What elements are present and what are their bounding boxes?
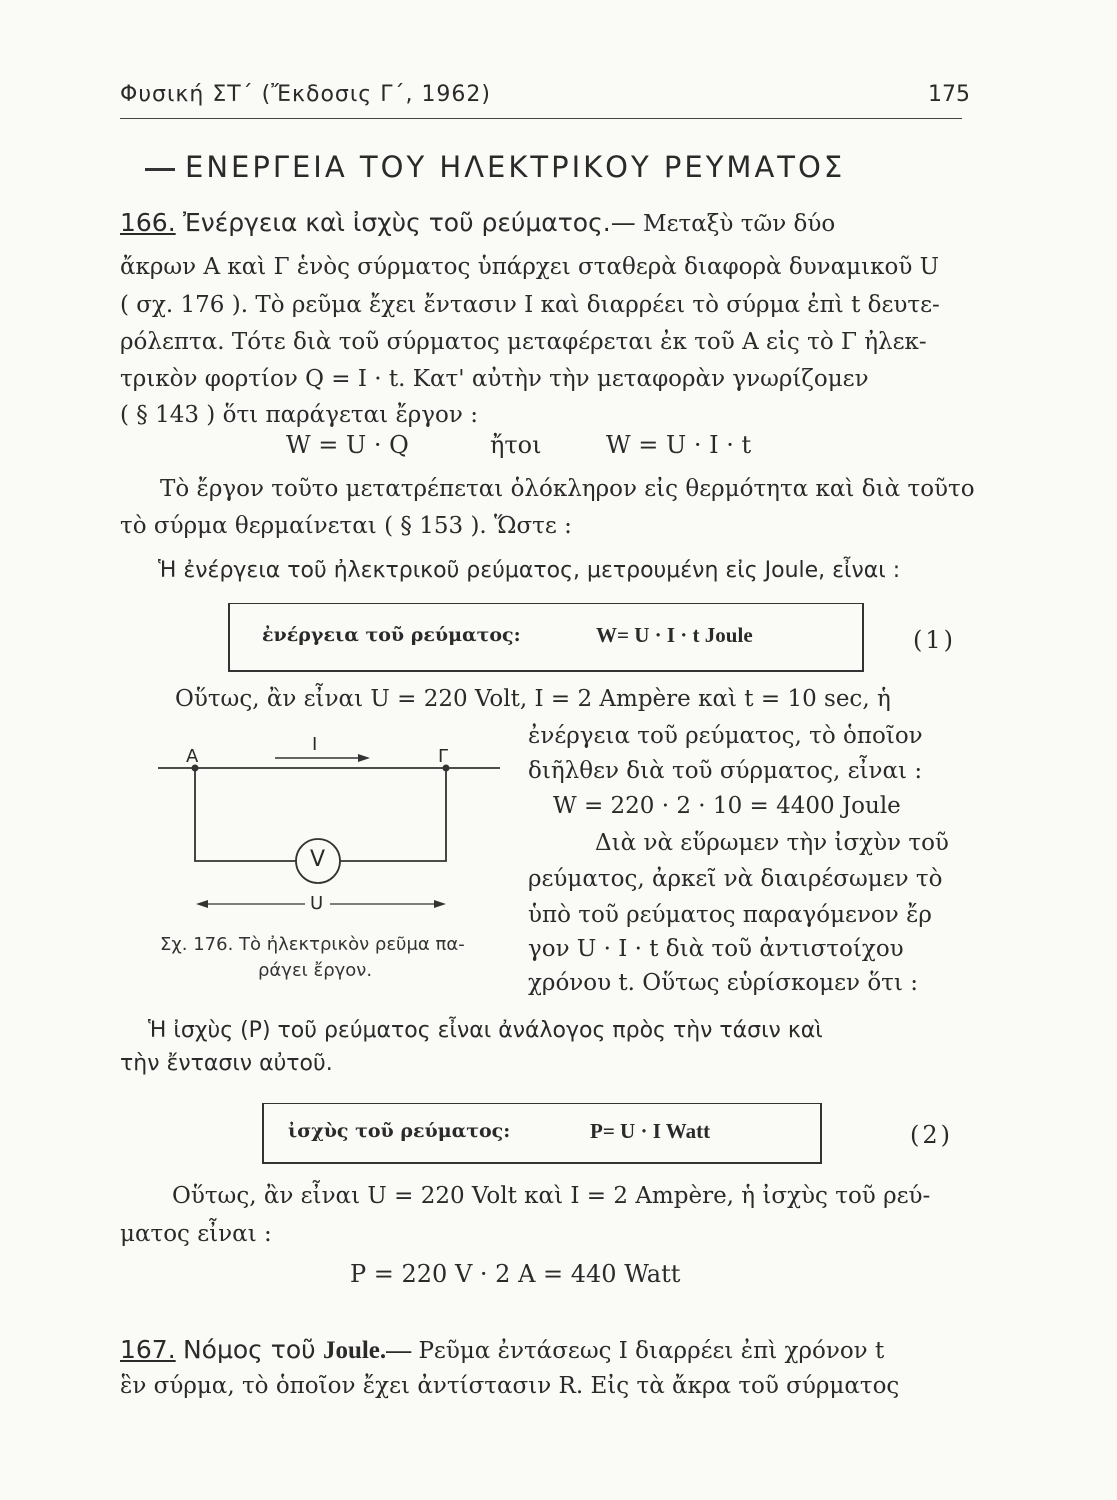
right-column-line: γον U · I · t διὰ τοῦ ἀντιστοίχου xyxy=(528,936,904,962)
equation-number-2: (2) xyxy=(910,1121,953,1149)
voltmeter-lead-right xyxy=(340,768,446,861)
section-166-line: τὸ σύρμα θερμαίνεται ( § 153 ). Ὥστε : xyxy=(120,513,572,539)
label-a: A xyxy=(186,746,199,767)
section-166-heading: Ἐνέργεια καὶ ἰσχὺς τοῦ ρεύματος.— xyxy=(182,208,636,237)
section-166-number: 166. xyxy=(120,208,176,237)
circuit-diagram xyxy=(150,728,510,928)
section-166-line-0: Μεταξὺ τῶν δύο xyxy=(643,211,836,237)
right-column-line: χρόνου t. Οὕτως εὑρίσκομεν ὅτι : xyxy=(528,970,918,996)
section-167-first-line xyxy=(120,1337,884,1363)
energy-statement: Ἡ ἐνέργεια τοῦ ἠλεκτρικοῦ ρεύματος, μετρουμένη εἰς Joule, εἶναι : xyxy=(158,558,901,583)
power-result: P = 220 V · 2 A = 440 Watt xyxy=(350,1260,681,1288)
arrow-left-icon xyxy=(196,900,208,908)
section-166-line: τρικὸν φορτίον Q = I · t. Κατ' αὐτὴν τὴν μεταφορὰν γνωρίζομεν xyxy=(120,366,869,392)
right-column-line: Διὰ νὰ εὕρωμεν τὴν ἰσχὺν τοῦ xyxy=(595,830,949,856)
equation-w-uit: W = U · I · t xyxy=(606,431,752,459)
equation-word: ἤτοι xyxy=(490,431,542,459)
section-166-line: ( σχ. 176 ). Τὸ ρεῦμα ἔχει ἔντασιν Ι καὶ διαρρέει τὸ σύρμα ἐπὶ t δευτε- xyxy=(120,292,940,318)
power-box-formula: P= U · I Watt xyxy=(590,1119,711,1143)
energy-formula-box xyxy=(228,603,864,672)
section-167-heading-joule: Joule.— xyxy=(322,1337,412,1364)
example-energy: Οὕτως, ἂν εἶναι U = 220 Volt, I = 2 Ampère καὶ t = 10 sec, ἡ xyxy=(175,686,891,712)
header-rule xyxy=(120,118,962,119)
example-power: Οὕτως, ἂν εἶναι U = 220 Volt καὶ I = 2 Ampère, ἡ ἰσχὺς τοῦ ρεύ- xyxy=(172,1183,931,1209)
section-167-number: 167. xyxy=(120,1335,176,1364)
voltmeter-lead-left xyxy=(195,768,296,861)
section-167-line-2: ἓν σύρμα, τὸ ὁποῖον ἔχει ἀντίστασιν R. Εἰς τὰ ἄκρα τοῦ σύρματος xyxy=(120,1373,900,1399)
page-number: 175 xyxy=(928,82,970,107)
equation-w-uq: W = U · Q xyxy=(286,431,409,459)
power-statement: Ἡ ἰσχὺς (P) τοῦ ρεύματος εἶναι ἀνάλογος πρὸς τὴν τάσιν καὶ xyxy=(148,1018,823,1043)
equation-number-1: (1) xyxy=(913,626,956,654)
energy-result: W = 220 · 2 · 10 = 4400 Joule xyxy=(553,793,901,819)
section-166-line: ρόλεπτα. Τότε διὰ τοῦ σύρματος μεταφέρεται ἐκ τοῦ Α εἰς τὸ Γ ἠλεκ- xyxy=(120,329,927,355)
label-u: U xyxy=(310,893,324,914)
right-column-line: διῆλθεν διὰ τοῦ σύρματος, εἶναι : xyxy=(528,758,923,784)
power-box-label: ἰσχὺς τοῦ ρεύματος: xyxy=(288,1120,511,1142)
chapter-title xyxy=(145,150,845,184)
energy-box-formula: W= U · I · t Joule xyxy=(596,623,753,647)
title-dash xyxy=(145,168,175,171)
arrow-right-icon xyxy=(434,900,446,908)
section-167-heading: Νόμος τοῦ xyxy=(182,1335,316,1364)
label-v: V xyxy=(310,847,326,872)
right-column-line: ρεύματος, ἀρκεῖ νὰ διαιρέσωμεν τὸ xyxy=(528,866,943,892)
energy-box-label: ἐνέργεια τοῦ ρεύματος: xyxy=(262,624,521,646)
running-title: Φυσική ΣΤ΄ (Ἔκδοσις Γ΄, 1962) xyxy=(120,82,492,107)
example-power-cont: ματος εἶναι : xyxy=(120,1221,272,1247)
power-formula-box xyxy=(262,1103,822,1164)
right-column-line: ὑπὸ τοῦ ρεύματος παραγόμενον ἔρ xyxy=(528,902,932,928)
section-166-first-line xyxy=(120,210,835,236)
section-166-line: Τὸ ἔργον τοῦτο μετατρέπεται ὁλόκληρον εἰς θερμότητα καὶ διὰ τοῦτο xyxy=(160,476,975,502)
section-166-line: ἄκρων Α καὶ Γ ἑνὸς σύρματος ὑπάρχει σταθερὰ διαφορὰ δυναμικοῦ U xyxy=(120,254,940,280)
chapter-title-text: ΕΝΕΡΓΕΙΑ ΤΟΥ ΗΛΕΚΤΡΙΚΟΥ ΡΕΥΜΑΤΟΣ xyxy=(185,150,846,184)
label-i: I xyxy=(312,734,318,755)
power-statement-cont: τὴν ἔντασιν αὐτοῦ. xyxy=(120,1051,333,1076)
arrow-right-icon xyxy=(358,754,370,762)
figure-caption-line-1: Σχ. 176. Τὸ ἠλεκτρικὸν ρεῦμα πα- xyxy=(160,934,465,955)
section-167-line-1: Ρεῦμα ἐντάσεως Ι διαρρέει ἐπὶ χρόνον t xyxy=(418,1338,885,1364)
label-g: Γ xyxy=(438,746,449,767)
figure-caption-line-2: ράγει ἔργον. xyxy=(258,960,373,981)
right-column-line: ἐνέργεια τοῦ ρεύματος, τὸ ὁποῖον xyxy=(528,723,923,749)
section-166-line: ( § 143 ) ὅτι παράγεται ἔργον : xyxy=(120,402,478,428)
